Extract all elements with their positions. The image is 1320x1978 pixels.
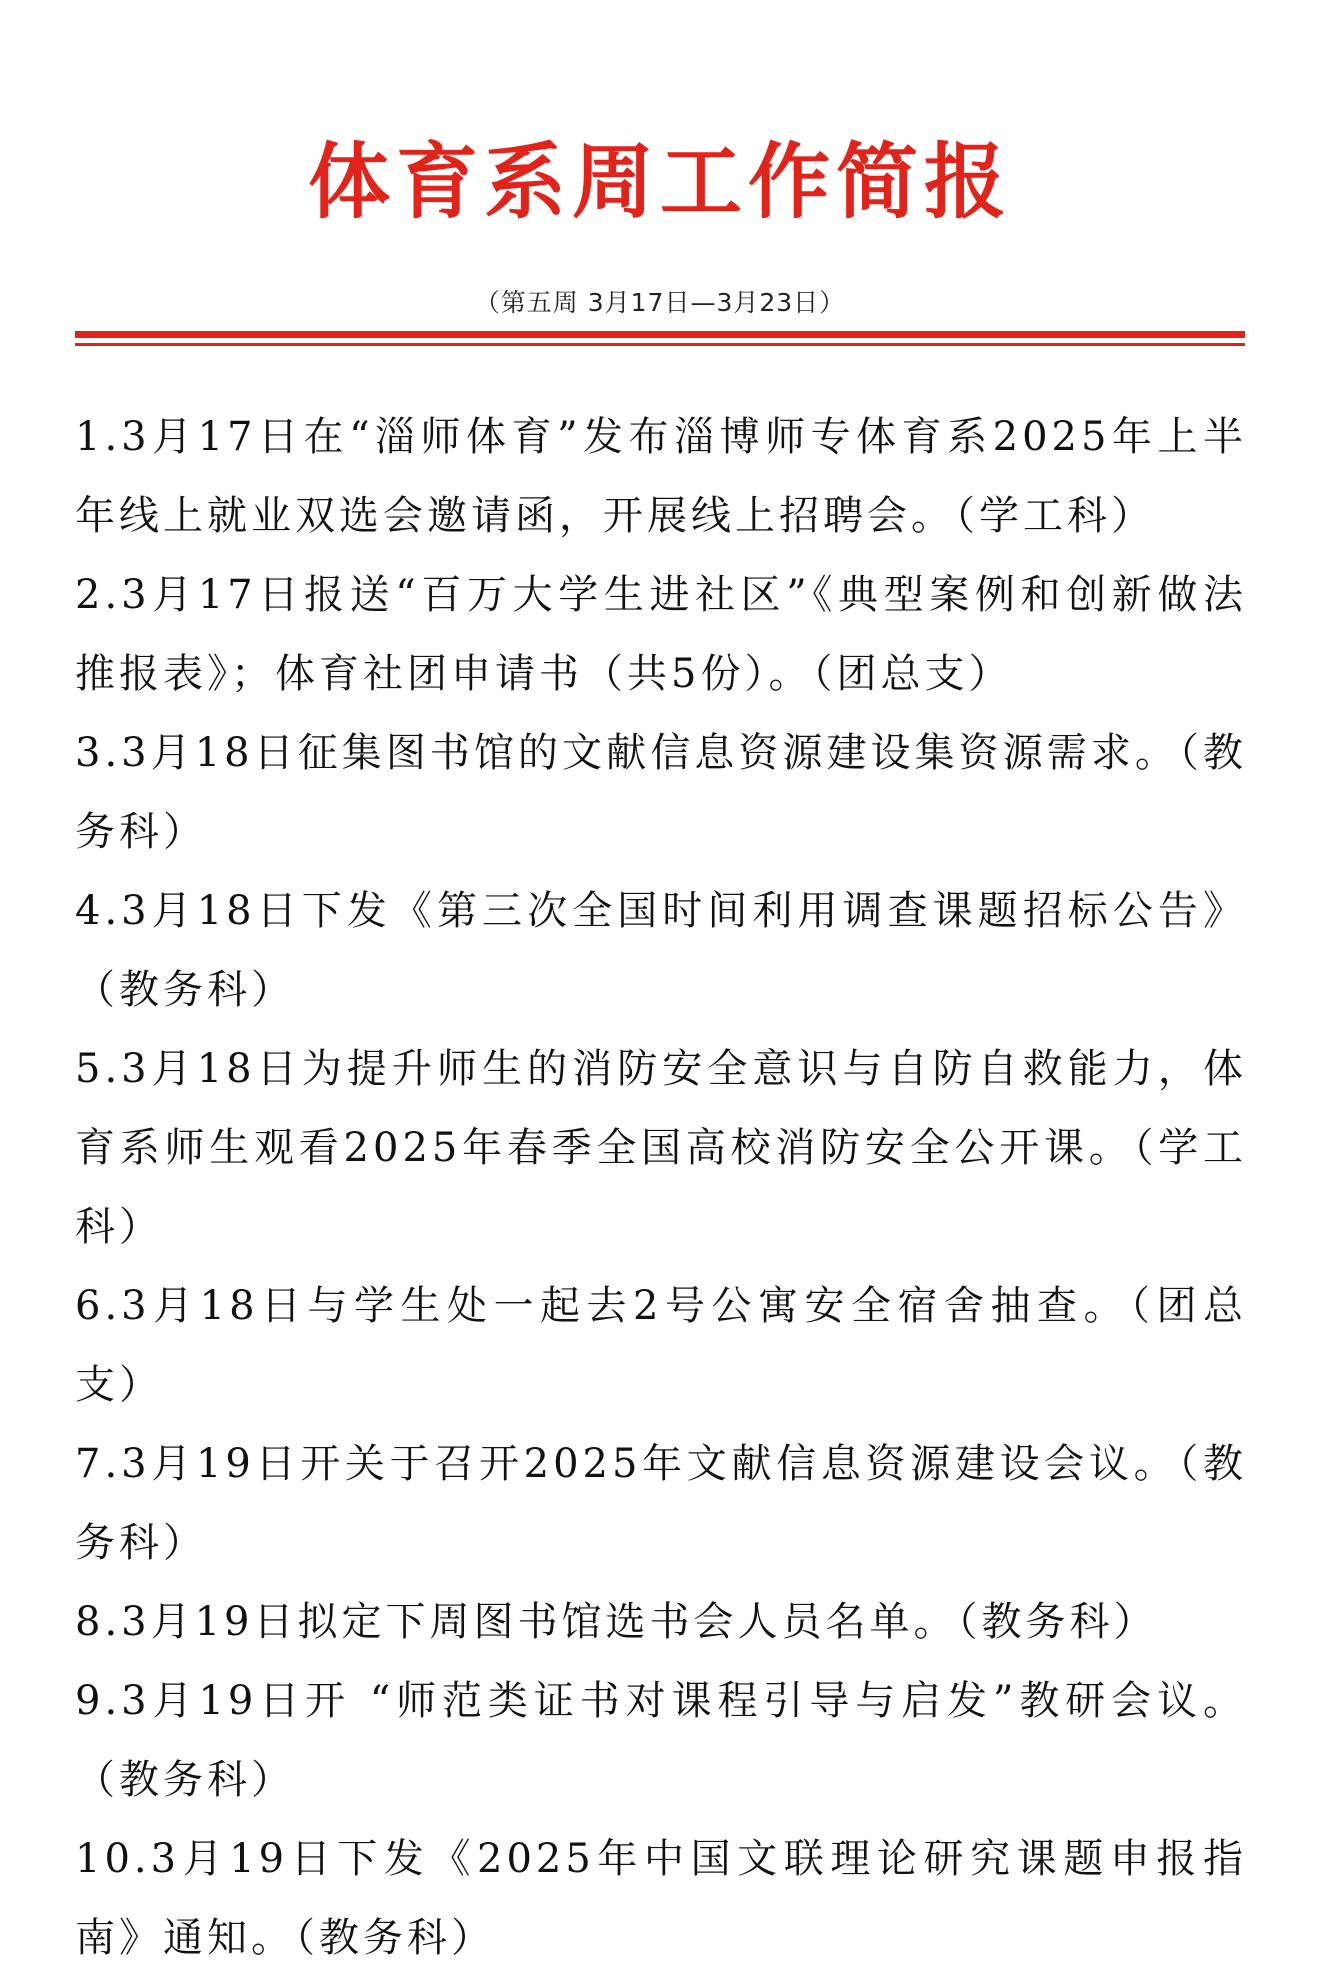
report-item: 5.3月18日为提升师生的消防安全意识与自防自救能力，体育系师生观看2025年春季全国高校消防安全公开课。（学工科） — [75, 1046, 1247, 1250]
header-divider-thin — [75, 343, 1245, 346]
report-item: 7.3月19日开关于召开2025年文献信息资源建设会议。（教务科） — [75, 1441, 1247, 1566]
report-item: 4.3月18日下发《第三次全国时间利用调查课题招标公告》（教务科） — [75, 888, 1247, 1013]
report-item: 1.3月17日在“淄师体育”发布淄博师专体育系2025年上半年线上就业双选会邀请函，开展线上招聘会。（学工科） — [75, 414, 1247, 539]
page-title: 体育系周工作简报 — [307, 135, 1012, 230]
report-item: 3.3月18日征集图书馆的文献信息资源建设集资源需求。（教务科） — [75, 730, 1247, 855]
page-subtitle: （第五周 3月17日—3月23日） — [474, 288, 846, 317]
report-item: 8.3月19日拟定下周图书馆选书会人员名单。（教务科） — [75, 1599, 1158, 1645]
report-item: 6.3月18日与学生处一起去2号公寓安全宿舍抽查。（团总支） — [75, 1283, 1247, 1408]
report-item: 9.3月19日开 “师范类证书对课程引导与启发”教研会议。（教务科） — [75, 1678, 1247, 1803]
report-item: 10.3月19日下发《2025年中国文联理论研究课题申报指南》通知。（教务科） — [75, 1836, 1247, 1961]
header-divider-thick — [75, 331, 1245, 338]
report-item: 2.3月17日报送“百万大学生进社区”《典型案例和创新做法推报表》；体育社团申请书（共5份）。（团总支） — [75, 572, 1247, 697]
report-body — [75, 398, 1247, 1978]
